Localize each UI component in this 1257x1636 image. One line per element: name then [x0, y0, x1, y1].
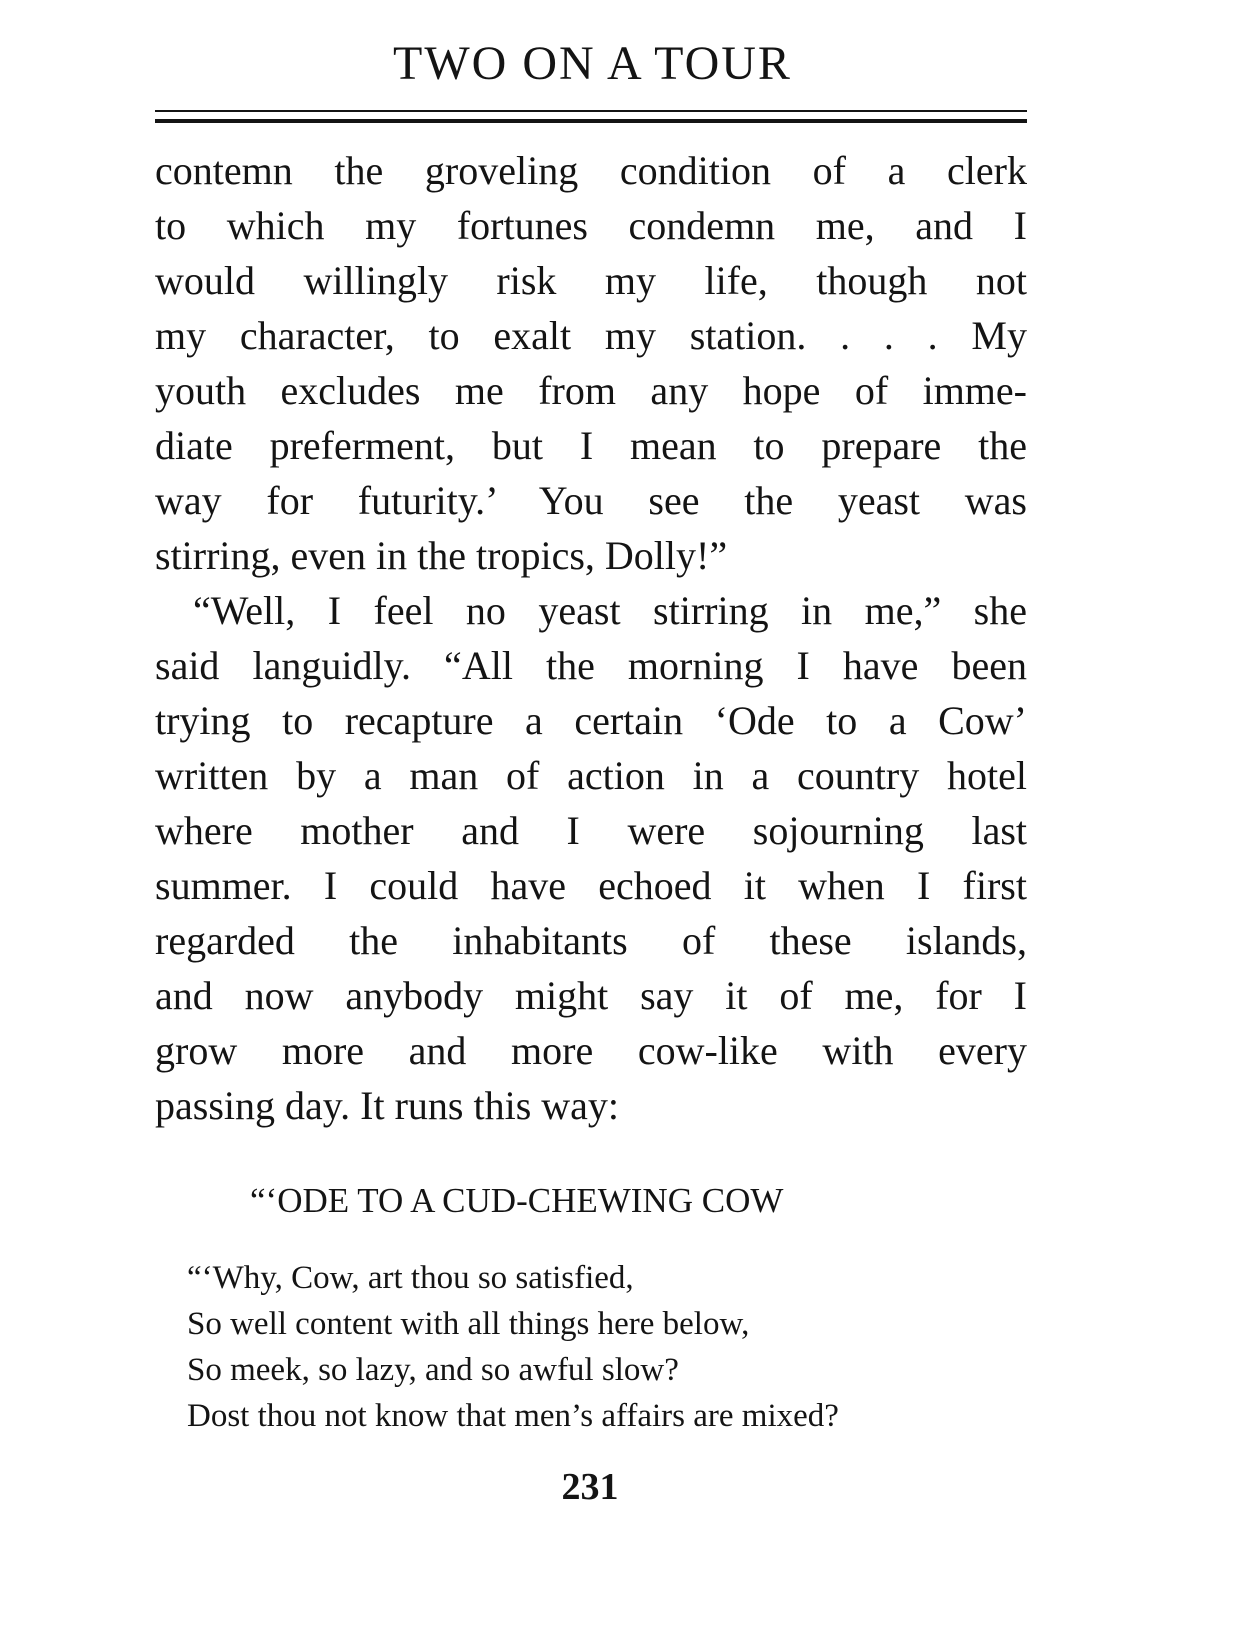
running-head-title: TWO ON A TOUR: [393, 37, 792, 90]
body-text: [155, 143, 1027, 1133]
poem-title: “‘ODE TO A CUD-CHEWING COW: [250, 1181, 784, 1220]
text-line: where mother and I were sojourning last: [155, 808, 1027, 853]
poem-line: So meek, so lazy, and so awful slow?: [187, 1352, 679, 1388]
poem-stanza: [187, 1255, 839, 1439]
text-line: contemn the groveling condition of a clerk: [155, 148, 1027, 193]
text-line: grow more and more cow-like with every: [155, 1028, 1027, 1073]
text-line: diate preferment, but I mean to prepare the: [155, 423, 1027, 468]
text-line: to which my fortunes condemn me, and I: [155, 203, 1027, 248]
poem-line: Dost thou not know that men’s affairs are mixed?: [187, 1398, 839, 1434]
text-line: “Well, I feel no yeast stirring in me,” she: [193, 588, 1027, 633]
poem-line: “‘Why, Cow, art thou so satisfied,: [187, 1260, 634, 1296]
poem-line: So well content with all things here below,: [187, 1306, 750, 1342]
text-line: summer. I could have echoed it when I first: [155, 863, 1027, 908]
text-line: my character, to exalt my station. . . . My: [155, 313, 1027, 358]
text-line: passing day. It runs this way:: [155, 1083, 620, 1128]
header-rule-thin: [155, 110, 1027, 112]
text-line: written by a man of action in a country hotel: [155, 753, 1027, 798]
text-line: stirring, even in the tropics, Dolly!”: [155, 533, 728, 578]
text-line: said languidly. “All the morning I have been: [155, 643, 1027, 688]
text-line: way for futurity.’ You see the yeast was: [155, 478, 1027, 523]
text-line: youth excludes me from any hope of imme-: [155, 368, 1027, 413]
page-number: 231: [561, 1466, 619, 1508]
text-line: and now anybody might say it of me, for I: [155, 973, 1027, 1018]
text-line: regarded the inhabitants of these islands,: [155, 918, 1027, 963]
text-line: would willingly risk my life, though not: [155, 258, 1027, 303]
text-line: trying to recapture a certain ‘Ode to a Cow’: [155, 698, 1027, 743]
header-rule-thick: [155, 119, 1027, 123]
